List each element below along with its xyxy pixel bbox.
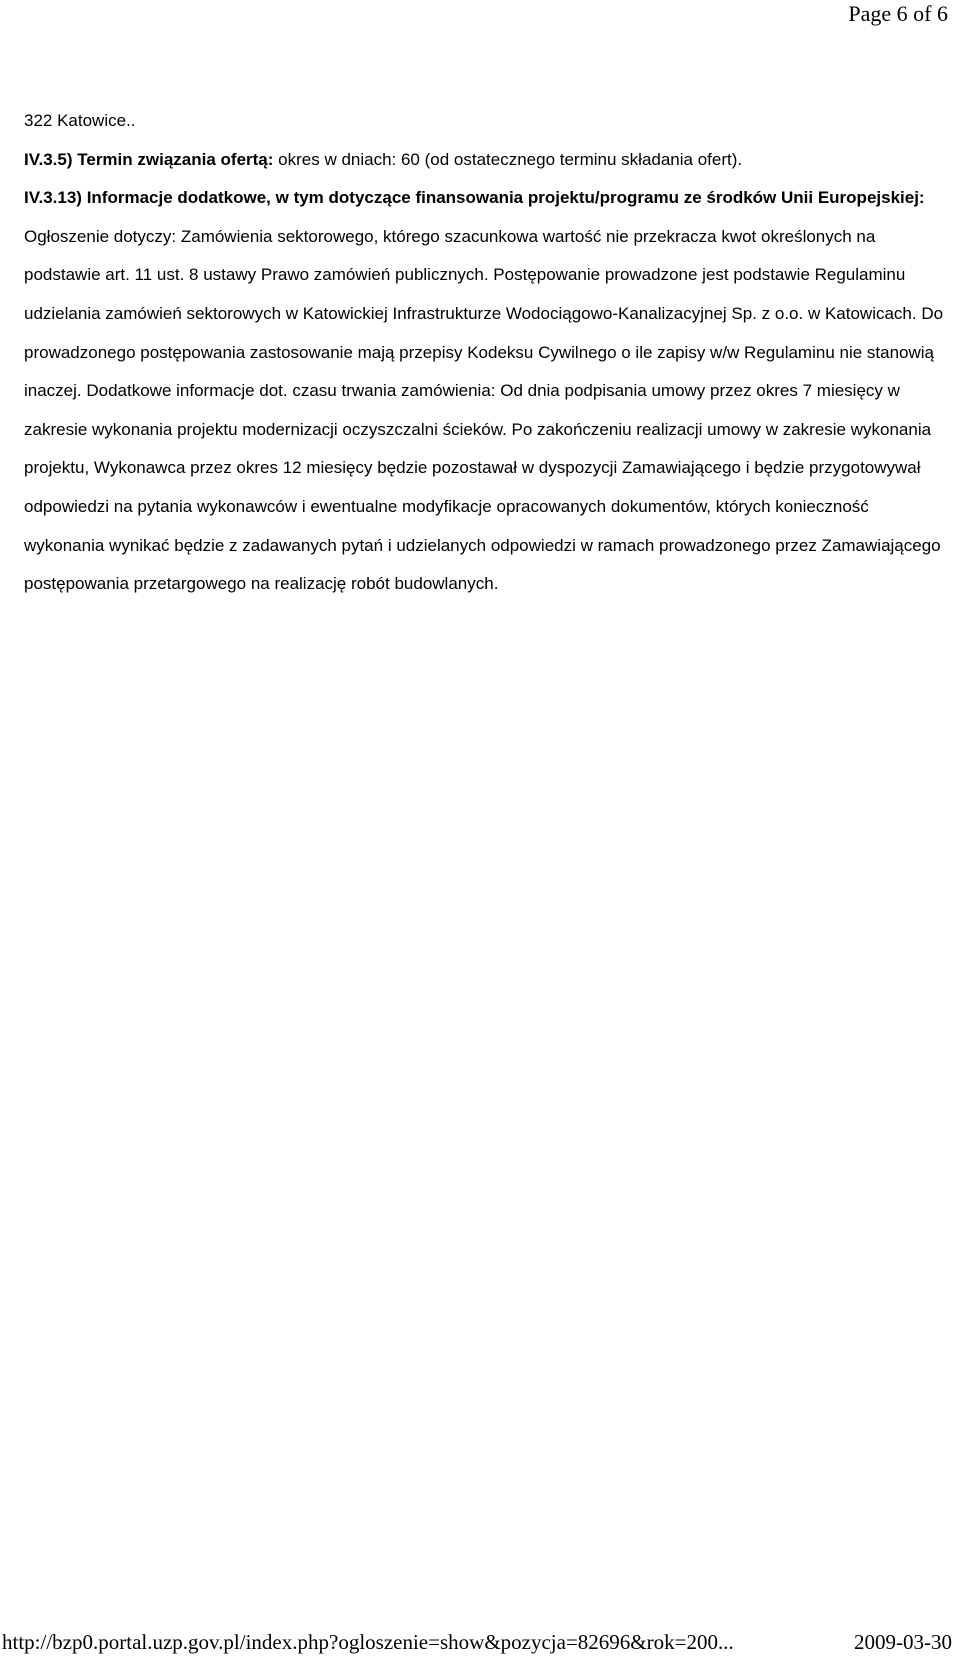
section-iv-3-13-text: Ogłoszenie dotyczy: Zamówienia sektorowego, którego szacunkowa wartość nie przekracza kwot określonych na podstawie art. 11 ust. 8 ustawy Prawo zamówień publicznych. Postępowanie prowadzone jest podstawie Regulaminu udzielania zamówień sektorowych w Katowickiej Infrastrukturze Wodociągowo-Kanalizacyjnej Sp. z o.o. w Katowicach. Do prowadzonego postępowania zastosowanie mają przepisy Kodeksu Cywilnego o ile zapisy w/w Regulaminu nie stanowią inaczej. Dodatkowe informacje dot. czasu trwania zamówienia: Od dnia podpisania umowy przez okres 7 miesięcy w zakresie wykonania projektu modernizacji oczyszczalni ścieków. Po zakończeniu realizacji umowy w zakresie wykonania projektu, Wykonawca przez okres 12 miesięcy będzie pozostawał w dyspozycji Zamawiającego i będzie przygotowywał odpowiedzi na pytania wykonawców i ewentualne modyfikacje opracowanych dokumentów, których konieczność wykonania wynikać będzie z zadawanych pytań i udzielanych odpowiedzi w ramach prowadzonego przez Zamawiającego postępowania przetargowego na realizację robót budowlanych. (24, 226, 944, 594)
section-iv-3-13 (24, 179, 944, 604)
document-body (24, 102, 944, 604)
page-footer (0, 1626, 960, 1654)
footer-date: 2009-03-30 (854, 1630, 952, 1654)
page-number: Page 6 of 6 (848, 1, 948, 26)
section-iv-3-5-text: okres w dniach: 60 (od ostatecznego terminu składania ofert). (273, 149, 743, 169)
location-line: 322 Katowice.. (24, 111, 136, 130)
footer-url: http://bzp0.portal.uzp.gov.pl/index.php?ogloszenie=show&pozycja=82696&rok=200... (2, 1630, 734, 1654)
section-iv-3-13-label: IV.3.13) Informacje dodatkowe, w tym dotyczące finansowania projektu/programu ze środków Unii Europejskiej: (24, 188, 925, 208)
section-iv-3-5-label: IV.3.5) Termin związania ofertą: (24, 149, 274, 169)
section-iv-3-5 (24, 141, 944, 180)
